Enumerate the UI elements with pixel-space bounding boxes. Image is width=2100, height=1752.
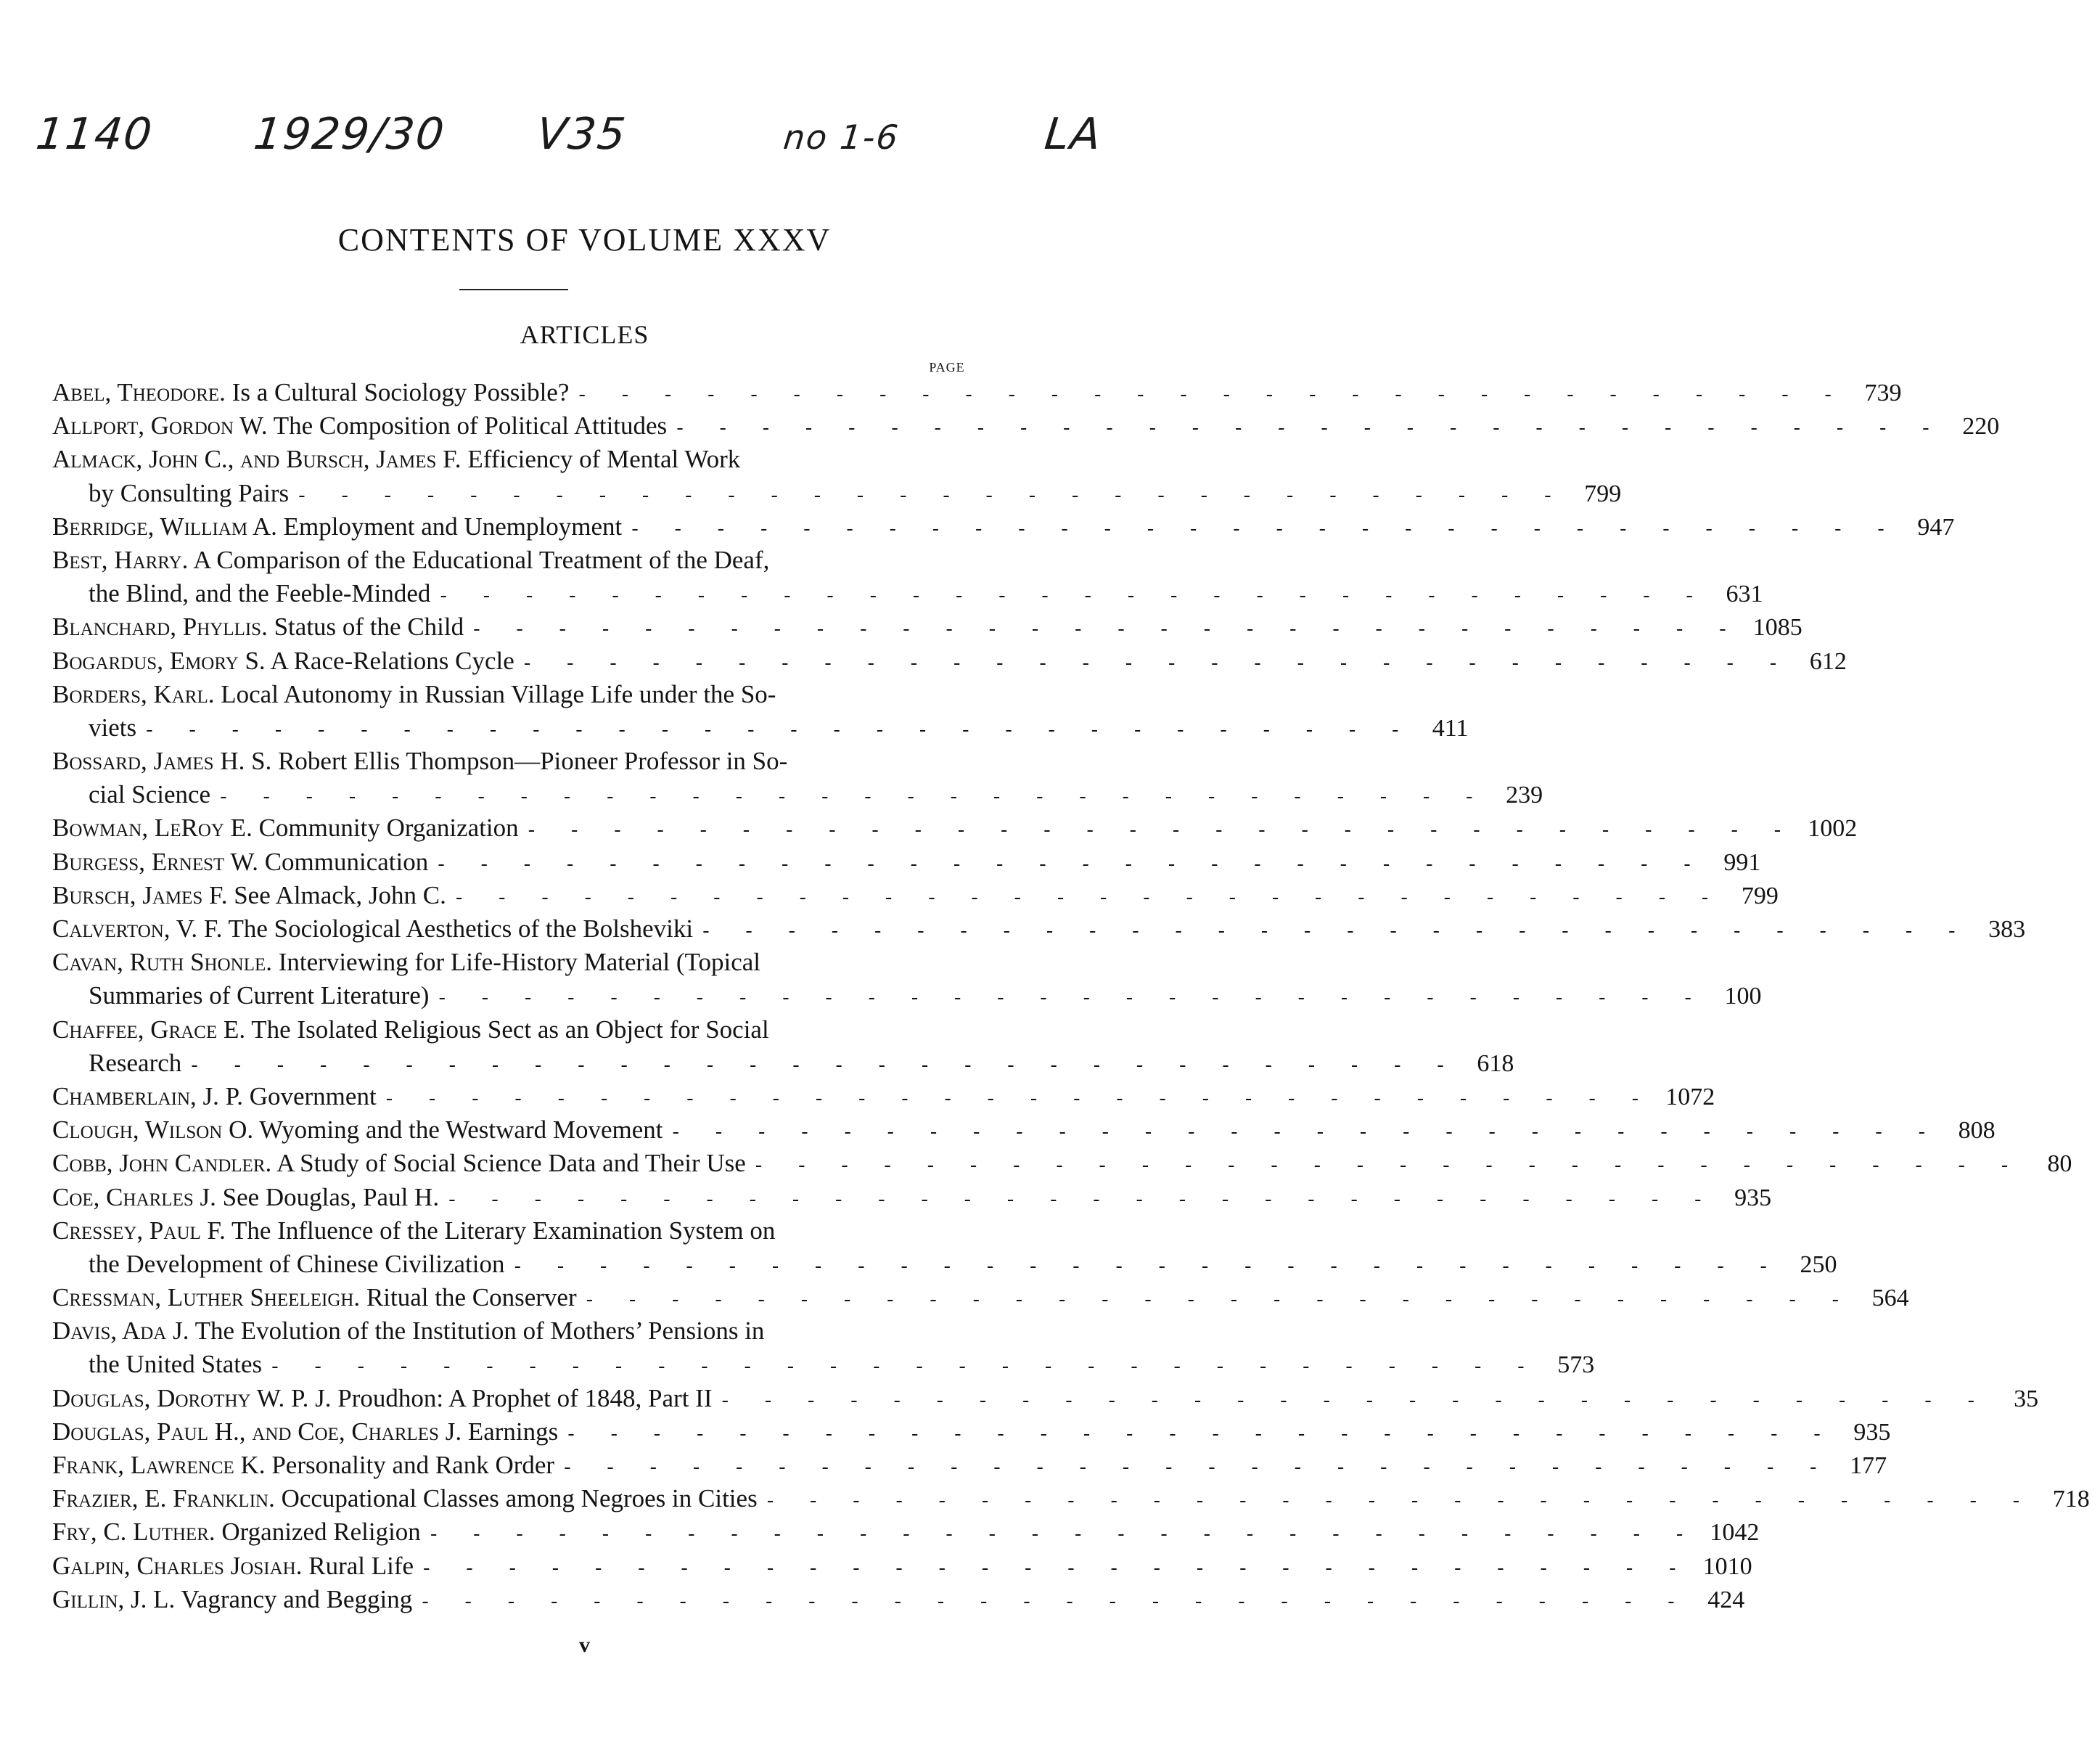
- toc-entry: [52, 811, 1858, 845]
- entry-title: Personality and Rank Order: [265, 1451, 555, 1479]
- entry-author: Coe, Charles J.: [52, 1182, 216, 1211]
- entry-page-number: 35: [2014, 1385, 2039, 1412]
- entry-page-number: 573: [1557, 1351, 1595, 1379]
- dot-leader: - - - - - - - - - - - - - - - - - - - - - - - - - - - - - -: [471, 619, 1739, 642]
- entry-text: [52, 1080, 377, 1113]
- entry-title: The Composition of Political Attitudes: [267, 412, 668, 441]
- dot-leader: - - - - - - - - - - - - - - - - - - - - - - - - - - - - - -: [453, 887, 1721, 909]
- entry-title: Earnings: [462, 1417, 559, 1446]
- entry-text: [52, 1382, 713, 1415]
- entry-continuation: [52, 1047, 1514, 1080]
- dot-leader: - - - - - - - - - - - - - - - - - - - - - - - - - - - - - -: [565, 1423, 1833, 1446]
- entry-page-number: 383: [1988, 916, 2026, 943]
- entry-page-number: 1042: [1710, 1519, 1760, 1547]
- entry-title: Government: [242, 1081, 377, 1110]
- entry-text: [89, 1047, 181, 1080]
- entry-title: See Almack, John C.: [227, 880, 446, 909]
- entry-page-number: 564: [1871, 1285, 1909, 1312]
- toc-entry: [52, 846, 1761, 879]
- entry-author: Bursch, James F.: [52, 880, 228, 909]
- dot-leader: - - - - - - - - - - - - - - - - - - - - - - - - - - - - - -: [189, 1055, 1456, 1077]
- entry-title: A Race-Relations Cycle: [265, 646, 514, 675]
- toc-entry: [52, 946, 972, 979]
- title-divider: [459, 289, 568, 290]
- entry-title: cial Science: [89, 780, 211, 809]
- toc-entry: [52, 1113, 1996, 1147]
- entry-title: viets: [89, 713, 137, 742]
- entry-title: Status of the Child: [267, 613, 464, 642]
- entry-title: the United States: [89, 1350, 263, 1379]
- toc-entry: [52, 1080, 1715, 1113]
- entry-author: Fry, C. Luther.: [52, 1518, 216, 1547]
- dot-leader: - - - - - - - - - - - - - - - - - - - - - - - - - - - - - -: [436, 988, 1704, 1010]
- entry-page-number: 220: [1962, 413, 2000, 441]
- entry-author: Chamberlain, J. P.: [52, 1081, 243, 1110]
- entry-text: [52, 1013, 769, 1047]
- entry-author: Bowman, LeRoy E.: [52, 814, 253, 843]
- dot-leader: - - - - - - - - - - - - - - - - - - - - - - - - - - - - - -: [438, 586, 1705, 608]
- entry-page-number: 177: [1850, 1452, 1887, 1479]
- dot-leader: - - - - - - - - - - - - - - - - - - - - - - - - - - - - - -: [629, 518, 1897, 541]
- entry-text: [52, 1281, 577, 1314]
- toc-entry: [52, 1482, 2090, 1515]
- entry-author: Davis, Ada J.: [52, 1317, 189, 1346]
- handwritten-annotations: [29, 109, 1140, 174]
- handwritten-note: 1929/30: [251, 109, 448, 160]
- entry-title: Occupational Classes among Negroes in Cities: [274, 1484, 758, 1513]
- toc-entry: [52, 912, 2026, 946]
- entry-title: Summaries of Current Literature): [89, 981, 430, 1010]
- entry-title: The Sociological Aesthetics of the Bolsheviki: [222, 914, 694, 943]
- entry-page-number: 935: [1853, 1418, 1891, 1446]
- entry-author: Frazier, E. Franklin.: [52, 1484, 275, 1513]
- entry-page-number: 1010: [1702, 1552, 1752, 1580]
- entry-text: [52, 443, 740, 476]
- entry-text: [52, 544, 769, 577]
- toc-entry: [52, 443, 972, 476]
- entry-text: [52, 745, 787, 778]
- entry-text: [52, 610, 464, 644]
- dot-leader: - - - - - - - - - - - - - - - - - - - - - - - - - - - - - -: [670, 1122, 1938, 1145]
- entry-title: See Douglas, Paul H.: [216, 1182, 440, 1211]
- entry-title: Efficiency of Mental Work: [461, 445, 741, 474]
- entry-text: [89, 477, 289, 510]
- entry-text: [52, 644, 514, 678]
- page-column-header: PAGE: [929, 360, 965, 374]
- toc-entry: [52, 1147, 2072, 1180]
- toc-entry: [52, 1515, 1760, 1549]
- entry-author: Clough, Wilson O.: [52, 1116, 254, 1145]
- dot-leader: - - - - - - - - - - - - - - - - - - - - - - - - - - - - - -: [512, 1256, 1780, 1278]
- dot-leader: - - - - - - - - - - - - - - - - - - - - - - - - - - - - - -: [719, 1390, 1988, 1412]
- toc-entry: [52, 745, 972, 778]
- entry-text: [52, 1147, 746, 1180]
- dot-leader: - - - - - - - - - - - - - - - - - - - - - - - - - - - - - -: [525, 820, 1794, 843]
- entry-page-number: 808: [1958, 1117, 1996, 1145]
- entry-title: by Consulting Pairs: [89, 478, 290, 507]
- toc-entry: [52, 610, 1802, 644]
- toc-entry: [52, 678, 972, 711]
- entry-title: Vagrancy and Begging: [175, 1584, 413, 1613]
- entry-page-number: 618: [1477, 1049, 1514, 1077]
- entry-title: Wyoming and the Westward Movement: [253, 1116, 663, 1145]
- entry-text: [52, 1113, 663, 1147]
- entry-title: Research: [89, 1048, 182, 1077]
- entry-title: P. J. Proudhon: A Prophet of 1848, Part II: [284, 1383, 713, 1412]
- entry-text: [52, 409, 667, 443]
- dot-leader: - - - - - - - - - - - - - - - - - - - - - - - - - - - - - -: [446, 1189, 1714, 1211]
- handwritten-note: V35: [534, 109, 630, 160]
- entry-author: Bogardus, Emory S.: [52, 646, 266, 675]
- entry-text: [52, 678, 776, 711]
- entry-text: [89, 1348, 262, 1381]
- entry-page-number: 739: [1864, 380, 1902, 406]
- toc-entry: [52, 409, 2000, 443]
- entry-author: Allport, Gordon W.: [52, 412, 268, 441]
- section-heading: ARTICLES: [520, 320, 649, 349]
- dot-leader: - - - - - - - - - - - - - - - - - - - - - - - - - - - - - -: [421, 1557, 1689, 1580]
- entry-text: [52, 1314, 764, 1348]
- page-number: v: [579, 1633, 590, 1657]
- entry-continuation: [52, 1248, 1837, 1281]
- entry-author: Berridge, William A.: [52, 512, 277, 541]
- dot-leader: - - - - - - - - - - - - - - - - - - - - - - - - - - - - - -: [576, 385, 1844, 406]
- toc-entry: [52, 1181, 1772, 1214]
- entry-author: Frank, Lawrence K.: [52, 1451, 266, 1479]
- entry-text: [52, 1482, 758, 1515]
- entry-continuation: [52, 577, 1763, 610]
- toc-entry: [52, 1013, 972, 1047]
- entry-author: Blanchard, Phyllis.: [52, 613, 268, 642]
- entry-continuation: [52, 477, 1622, 510]
- entry-text: [52, 846, 428, 879]
- entry-title: Rural Life: [302, 1551, 414, 1580]
- entry-text: [52, 1583, 412, 1616]
- toc-entry: [52, 1281, 1909, 1314]
- dot-leader: - - - - - - - - - - - - - - - - - - - - - - - - - - - - - -: [269, 1356, 1537, 1379]
- entry-text: [52, 879, 446, 912]
- entry-text: [52, 510, 622, 544]
- entry-title: Employment and Unemployment: [276, 512, 623, 541]
- entry-title: A Study of Social Science Data and Their Use: [271, 1149, 746, 1178]
- toc-entry: [52, 1449, 1887, 1482]
- entry-text: [52, 811, 519, 845]
- entry-title: The Influence of the Literary Examination System on: [225, 1216, 776, 1245]
- dot-leader: - - - - - - - - - - - - - - - - - - - - - - - - - - - - - -: [144, 719, 1411, 742]
- contents-list: [52, 376, 2090, 1616]
- entry-text: [89, 711, 136, 745]
- entry-author: Douglas, Paul H., and Coe, Charles J.: [52, 1417, 462, 1446]
- entry-title: Ritual the Conserver: [360, 1283, 577, 1312]
- entry-author: Calverton, V. F.: [52, 914, 223, 943]
- entry-author: Best, Harry.: [52, 545, 189, 574]
- toc-entry: [52, 510, 1955, 544]
- toc-entry: [52, 1583, 1745, 1616]
- toc-entry: [52, 879, 1779, 912]
- entry-text: [52, 1515, 421, 1549]
- entry-page-number: 100: [1724, 983, 1762, 1010]
- entry-author: Cressey, Paul F.: [52, 1216, 226, 1245]
- entry-title: the Development of Chinese Civilization: [89, 1249, 505, 1278]
- entry-page-number: 424: [1707, 1586, 1745, 1613]
- entry-continuation: [52, 979, 1762, 1012]
- entry-page-number: 631: [1726, 581, 1763, 608]
- dot-leader: - - - - - - - - - - - - - - - - - - - - - - - - - - - - - -: [218, 787, 1485, 809]
- toc-entry: [52, 1550, 1752, 1583]
- entry-page-number: 250: [1800, 1250, 1837, 1278]
- dot-leader: - - - - - - - - - - - - - - - - - - - - - - - - - - - - - -: [435, 854, 1703, 876]
- entry-author: Cavan, Ruth Shonle.: [52, 948, 273, 977]
- toc-entry: [52, 644, 1847, 678]
- entry-page-number: 612: [1809, 647, 1847, 675]
- toc-entry: [52, 1314, 972, 1348]
- entry-title: The Isolated Religious Sect as an Object for Social: [245, 1015, 769, 1044]
- entry-text: [52, 1415, 558, 1449]
- entry-title: Robert Ellis Thompson—Pioneer Professor in So-: [271, 747, 788, 776]
- entry-author: Cobb, John Candler.: [52, 1149, 272, 1178]
- dot-leader: - - - - - - - - - - - - - - - - - - - - - - - - - - - - - -: [700, 921, 1968, 943]
- entry-title: the Blind, and the Feeble-Minded: [89, 579, 431, 608]
- entry-continuation: [52, 778, 1543, 811]
- entry-page-number: 1085: [1752, 614, 1802, 642]
- entry-continuation: [52, 711, 1469, 745]
- toc-entry: [52, 1214, 972, 1248]
- entry-title: A Comparison of the Educational Treatment of the Deaf,: [188, 545, 770, 574]
- entry-text: [52, 912, 693, 946]
- entry-page-number: 799: [1584, 480, 1622, 507]
- entry-page-number: 991: [1723, 848, 1761, 876]
- entry-text: [89, 577, 430, 610]
- entry-text: [52, 1181, 439, 1214]
- entry-author: Gillin, J. L.: [52, 1584, 176, 1613]
- entry-author: Almack, John C., and Bursch, James F.: [52, 445, 462, 474]
- dot-leader: - - - - - - - - - - - - - - - - - - - - - - - - - - - - - -: [419, 1591, 1687, 1613]
- entry-title: The Evolution of the Institution of Mothers’ Pensions in: [189, 1317, 765, 1346]
- page-title: CONTENTS OF VOLUME XXXV: [337, 222, 832, 258]
- entry-text: [89, 1248, 504, 1281]
- entry-author: Cressman, Luther Sheeleigh.: [52, 1283, 361, 1312]
- dot-leader: - - - - - - - - - - - - - - - - - - - - - - - - - - - - - -: [752, 1155, 2021, 1178]
- toc-entry: [52, 376, 1902, 409]
- handwritten-note: 1140: [33, 109, 156, 160]
- entry-continuation: [52, 1348, 1595, 1381]
- entry-page-number: 935: [1734, 1184, 1772, 1211]
- dot-leader: - - - - - - - - - - - - - - - - - - - - - - - - - - - - - -: [521, 652, 1789, 675]
- entry-text: [89, 778, 210, 811]
- entry-author: Galpin, Charles Josiah.: [52, 1551, 303, 1580]
- entry-page-number: 80: [2047, 1150, 2072, 1178]
- entry-page-number: 239: [1506, 782, 1543, 809]
- entry-author: Borders, Karl.: [52, 679, 215, 708]
- entry-page-number: 1072: [1665, 1083, 1715, 1110]
- entry-text: [52, 946, 760, 979]
- entry-text: [52, 1550, 414, 1583]
- toc-entry: [52, 1382, 2039, 1415]
- entry-title: Organized Religion: [215, 1518, 421, 1547]
- dot-leader: - - - - - - - - - - - - - - - - - - - - - - - - - - - - - -: [427, 1524, 1696, 1547]
- entry-author: Burgess, Ernest W.: [52, 847, 258, 876]
- dot-leader: - - - - - - - - - - - - - - - - - - - - - - - - - - - - - -: [383, 1088, 1652, 1110]
- handwritten-note: no 1-6: [782, 118, 901, 157]
- entry-text: [52, 1214, 775, 1248]
- entry-title: Is a Cultural Sociology Possible?: [225, 378, 570, 406]
- entry-title: Local Autonomy in Russian Village Life under the So-: [214, 679, 776, 708]
- entry-author: Douglas, Dorothy W.: [52, 1383, 285, 1412]
- entry-author: Chaffee, Grace E.: [52, 1015, 246, 1044]
- entry-author: Bossard, James H. S.: [52, 747, 272, 776]
- entry-text: [52, 1449, 554, 1482]
- dot-leader: - - - - - - - - - - - - - - - - - - - - - - - - - - - - - -: [764, 1491, 2033, 1513]
- entry-page-number: 947: [1917, 513, 1955, 541]
- entry-title: Interviewing for Life-History Material (Topical: [272, 948, 761, 977]
- dot-leader: - - - - - - - - - - - - - - - - - - - - - - - - - - - - - -: [674, 418, 1942, 441]
- entry-page-number: 411: [1432, 714, 1469, 742]
- entry-title: Communication: [258, 847, 429, 876]
- entry-author: Abel, Theodore.: [52, 378, 226, 406]
- dot-leader: - - - - - - - - - - - - - - - - - - - - - - - - - - - - - -: [562, 1457, 1829, 1479]
- entry-page-number: 718: [2052, 1486, 2090, 1513]
- toc-entry: [52, 1415, 1891, 1449]
- toc-entry: [52, 544, 972, 577]
- dot-leader: - - - - - - - - - - - - - - - - - - - - - - - - - - - - - -: [296, 485, 1564, 507]
- entry-text: [89, 979, 429, 1012]
- dot-leader: - - - - - - - - - - - - - - - - - - - - - - - - - - - - - -: [583, 1290, 1852, 1312]
- handwritten-note: LA: [1042, 109, 1105, 160]
- entry-text: [52, 376, 569, 409]
- entry-title: Community Organization: [252, 814, 519, 843]
- entry-page-number: 1002: [1808, 815, 1858, 843]
- entry-page-number: 799: [1741, 882, 1779, 909]
